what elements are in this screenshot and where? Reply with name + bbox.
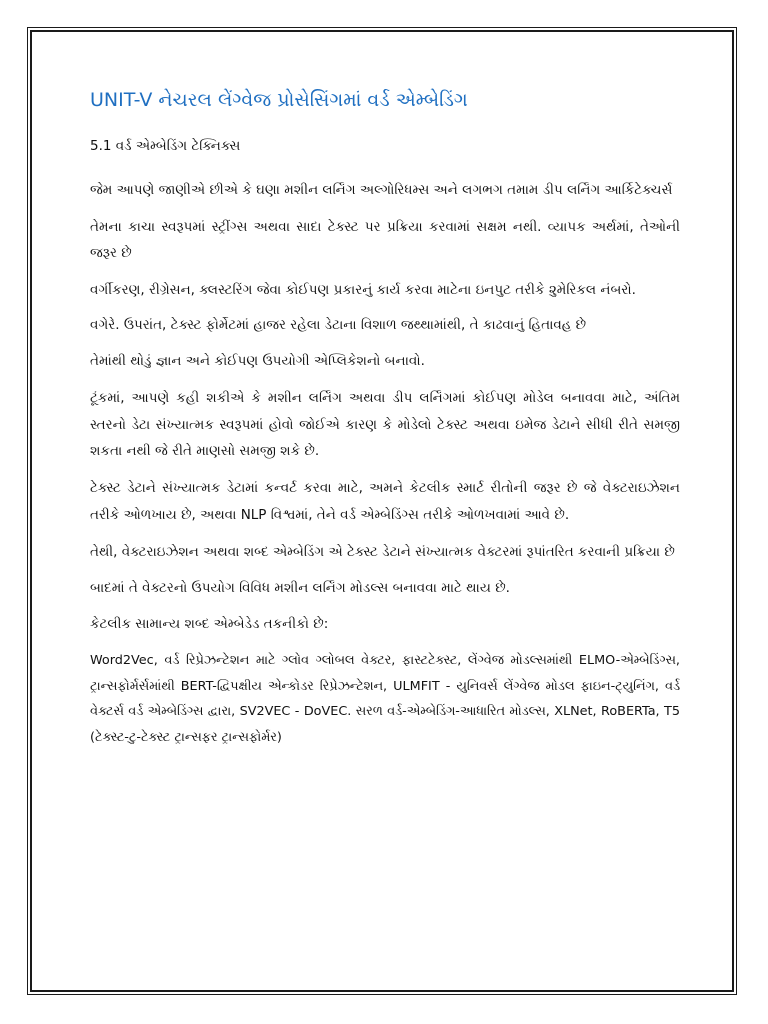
section-heading: 5.1 વર્ડ એમ્બેડિંગ ટેક્નિક્સ: [90, 137, 241, 154]
paragraph-extract: વગેરે. ઉપરાંત, ટેક્સ્ટ ફોર્મેટમાં હાજર રહેલા ડેટાના વિશાળ જથ્થામાંથી, તે કાઢવાનું હિતાવહ છે: [90, 317, 587, 334]
paragraph-techniques-intro: કેટલીક સામાન્ય શબ્દ એમ્બેડેડ તકનીકો છે:: [90, 616, 329, 633]
paragraph-tasks: વર્ગીકરણ, રીગ્રેસન, ક્લસ્ટરિંગ જેવા કોઈપણ પ્રકારનું કાર્ય કરવા માટેના ઇનપુટ તરીકે ૨ુમેરિકલ નંબરો.: [90, 281, 636, 298]
paragraph-raw-strings: તેમના કાચા સ્વરૂપમાં સ્ટ્રીંગ્સ અથવા સાદા ટેક્સ્ટ પર પ્રક્રિયા કરવામાં સક્ષમ નથી. વ્યાપક અર્થમાં, તેઓની જરૂર છે: [90, 218, 680, 262]
page-title: UNIT-V નેચરલ લેંગ્વેજ પ્રોસેસિંગમાં વર્ડ એમ્બેડિંગ: [90, 89, 468, 111]
document-body: [90, 88, 680, 762]
paragraph-models-use: બાદમાં તે વેક્ટરનો ઉપયોગ વિવિધ મશીન લર્નિંગ મોડલ્સ બનાવવા માટે થાય છે.: [90, 580, 510, 597]
paragraph-intro: જેમ આપણે જાણીએ છીએ કે ઘણા મશીન લર્નિંગ અલ્ગોરિધમ્સ અને લગભગ તમામ ડીપ લર્નિંગ આર્કિટેક્ચર્સ: [90, 181, 673, 198]
paragraph-process: તેથી, વેક્ટરાઇઝેશન અથવા શબ્દ એમ્બેડિંગ એ ટેક્સ્ટ ડેટાને સંખ્યાત્મક વેક્ટરમાં રૂપાંતરિત કરવાની પ્રક્રિયા છે: [90, 543, 675, 560]
paragraph-summary: ટૂંકમાં, આપણે કહી શકીએ કે મશીન લર્નિંગ અથવા ડીપ લર્નિંગમાં કોઈપણ મોડેલ બનાવવા માટે, અંતિમ સ્તરનો ડેટા સંખ્યાત્મક સ્વરૂપમાં હોવો જોઈએ કારણ કે મોડેલો ટેક્સ્ટ અથવા ઇમેજ ડેટાને સીધી રીતે સમજી શકતા નથી જે રીતે માણસો સમજી શકે છે.: [90, 390, 680, 460]
paragraph-knowledge: તેમાંથી થોડું જ્ઞાન અને કોઈપણ ઉપયોગી એપ્લિકેશનો બનાવો.: [90, 353, 425, 370]
paragraph-vectorization: ટેક્સ્ટ ડેટાને સંખ્યાત્મક ડેટામાં કન્વર્ટ કરવા માટે, અમને કેટલીક સ્માર્ટ રીતોની જરૂર છે જે વેક્ટરાઇઝેશન તરીકે ઓળખાય છે, અથવા NLP વિશ્વમાં, તેને વર્ડ એમ્બેડિંગ્સ તરીકે ઓળખવામાં આવે છે.: [90, 480, 680, 523]
paragraph-model-list: Word2Vec, વર્ડ રિપ્રેઝન્ટેશન માટે ગ્લોવ ગ્લોબલ વેક્ટર, ફાસ્ટટેક્સ્ટ, લેંગ્વેજ મોડલ્સમાંથી ELMO-એમ્બેડિંગ્સ, ટ્રાન્સફોર્મર્સમાંથી BERT-દ્વિપક્ષીય એન્કોડર રિપ્રેઝન્ટેશન, ULMFIT - યુનિવર્સ લેંગ્વેજ મોડલ ફાઇન-ટ્યુનિંગ, વર્ડ વેક્ટર્સ વર્ડ એમ્બેડિંગ્સ દ્વારા, SV2VEC - DoVEC. સરળ વર્ડ-એમ્બેડિંગ-આધારિત મોડલ્સ, XLNet, RoBERTa, T5 (ટેક્સ્ટ-ટુ-ટેક્સ્ટ ટ્રાન્સફર ટ્રાન્સફોર્મર): [90, 653, 680, 746]
